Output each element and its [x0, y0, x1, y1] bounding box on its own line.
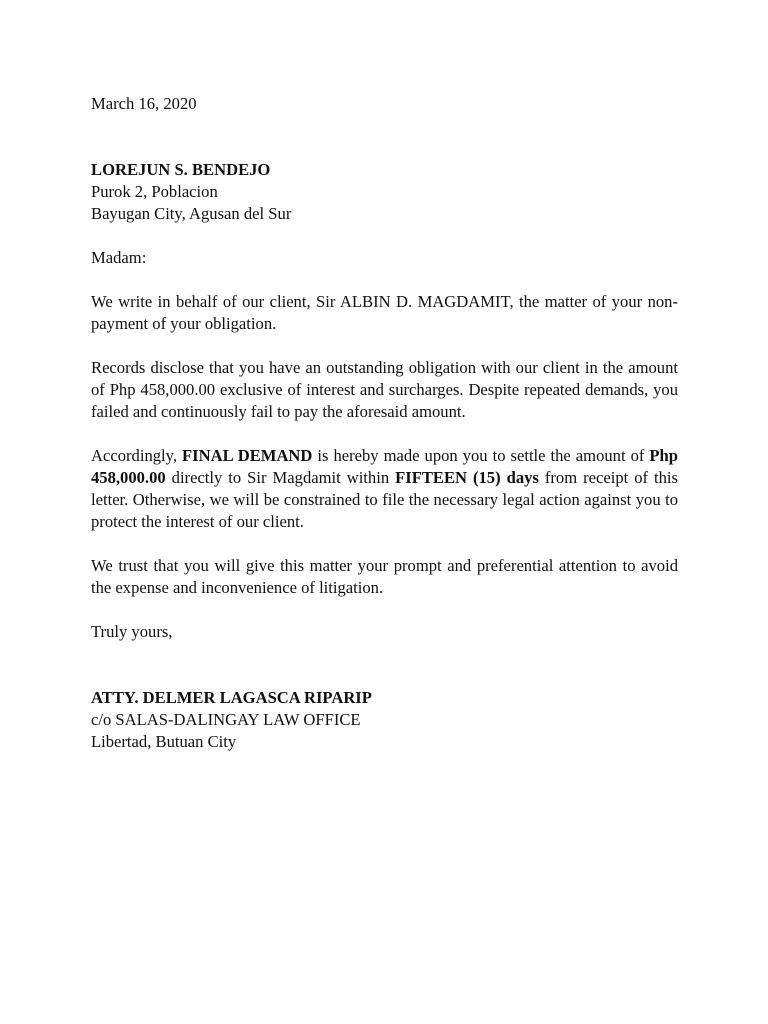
paragraph-trust: We trust that you will give this matter your prompt and preferential attention to avoid the expense and inconvenience of litigation. — [91, 556, 678, 597]
signature-block — [91, 687, 678, 753]
deadline-emphasis: FIFTEEN (15) days — [395, 468, 539, 487]
amount-emphasis: Php 458,000.00 — [91, 446, 678, 487]
paragraph-demand — [91, 445, 678, 533]
demand-text-2: is hereby made upon you to settle the amount of — [312, 446, 650, 465]
demand-text-4: from receipt of this letter. Otherwise, we will be constrained to file the necessary legal action against you to protect the interest of our client. — [91, 468, 678, 531]
recipient-address-line1: Purok 2, Poblacion — [91, 182, 218, 201]
paragraph-records: Records disclose that you have an outstanding obligation with our client in the amount of Php 458,000.00 exclusive of interest and surcharges. Despite repeated demands, you failed and continuously fail to pay the aforesaid amount. — [91, 358, 678, 421]
recipient-block — [91, 159, 678, 225]
demand-text-3: directly to Sir Magdamit within — [165, 468, 396, 487]
letter-date: March 16, 2020 — [91, 94, 197, 113]
letter-page — [91, 93, 678, 753]
signatory-location: Libertad, Butuan City — [91, 732, 237, 751]
recipient-name: LOREJUN S. BENDEJO — [91, 160, 271, 179]
paragraph-intro: We write in behalf of our client, Sir ALBIN D. MAGDAMIT, the matter of your non-payment of your obligation. — [91, 292, 678, 333]
salutation: Madam: — [91, 248, 147, 267]
final-demand-emphasis: FINAL DEMAND — [182, 446, 313, 465]
recipient-address-line2: Bayugan City, Agusan del Sur — [91, 204, 292, 223]
closing: Truly yours, — [91, 622, 173, 641]
signatory-name: ATTY. DELMER LAGASCA RIPARIP — [91, 688, 372, 707]
signatory-office: c/o SALAS-DALINGAY LAW OFFICE — [91, 710, 361, 729]
demand-text-1: Accordingly, — [91, 446, 183, 465]
